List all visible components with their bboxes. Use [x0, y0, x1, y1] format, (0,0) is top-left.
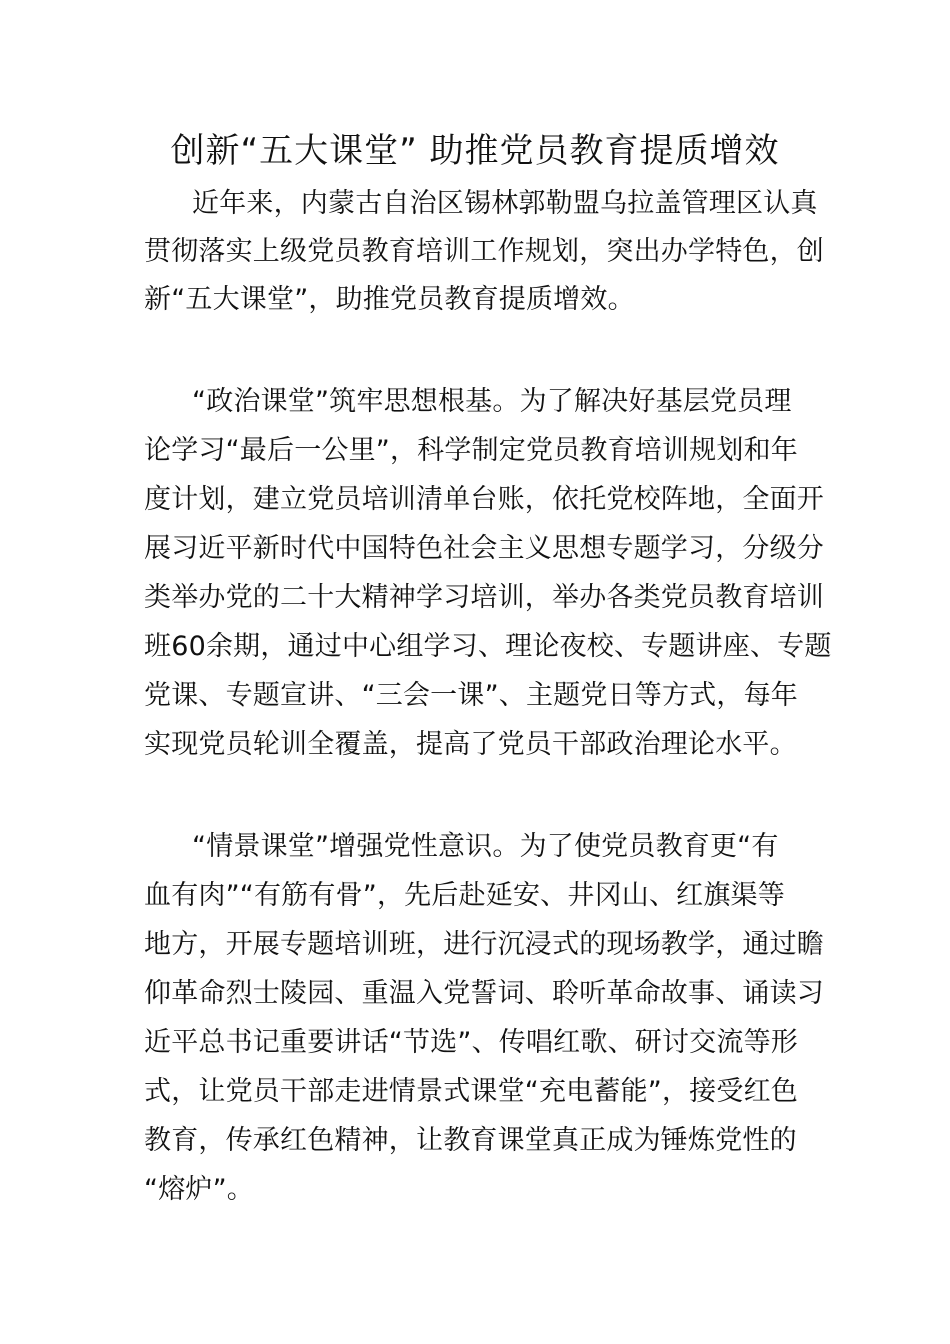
paragraph-line: 地方，开展专题培训班，进行沉浸式的现场教学，通过瞻 [144, 929, 824, 960]
paragraph-line: 党课、专题宣讲、“三会一课”、主题党日等方式，每年 [144, 680, 798, 711]
paragraph-line: 度计划，建立党员培训清单台账，依托党校阵地，全面开 [144, 484, 824, 515]
document-title: 创新“五大课堂” 助推党员教育提质增效 [170, 131, 780, 171]
paragraph-line: 论学习“最后一公里”，科学制定党员教育培训规划和年 [144, 435, 798, 466]
paragraph-line: “情景课堂”增强党性意识。为了使党员教育更“有 [192, 831, 779, 862]
paragraph-line: 血有肉”“有筋有骨”，先后赴延安、井冈山、红旗渠等 [144, 880, 785, 911]
paragraph-line: 贯彻落实上级党员教育培训工作规划，突出办学特色，创 [144, 236, 824, 267]
paragraph-line: 近年来，内蒙古自治区锡林郭勒盟乌拉盖管理区认真 [192, 188, 818, 219]
paragraph-line: 仰革命烈士陵园、重温入党誓词、聆听革命故事、诵读习 [144, 978, 824, 1009]
paragraph-line: “熔炉”。 [144, 1174, 254, 1205]
paragraph-line: 班60余期，通过中心组学习、理论夜校、专题讲座、专题 [144, 631, 832, 662]
paragraph-line: 教育，传承红色精神，让教育课堂真正成为锤炼党性的 [144, 1125, 797, 1156]
paragraph-line: 实现党员轮训全覆盖，提高了党员干部政治理论水平。 [144, 729, 797, 760]
paragraph-line: 近平总书记重要讲话“节选”、传唱红歌、研讨交流等形 [144, 1027, 798, 1058]
paragraph-line: 类举办党的二十大精神学习培训，举办各类党员教育培训 [144, 582, 824, 613]
paragraph-line: 新“五大课堂”，助推党员教育提质增效。 [144, 284, 635, 315]
paragraph-line: 式，让党员干部走进情景式课堂“充电蓄能”，接受红色 [144, 1076, 798, 1107]
paragraph-line: 展习近平新时代中国特色社会主义思想专题学习，分级分 [144, 533, 824, 564]
paragraph-line: “政治课堂”筑牢思想根基。为了解决好基层党员理 [192, 386, 792, 417]
